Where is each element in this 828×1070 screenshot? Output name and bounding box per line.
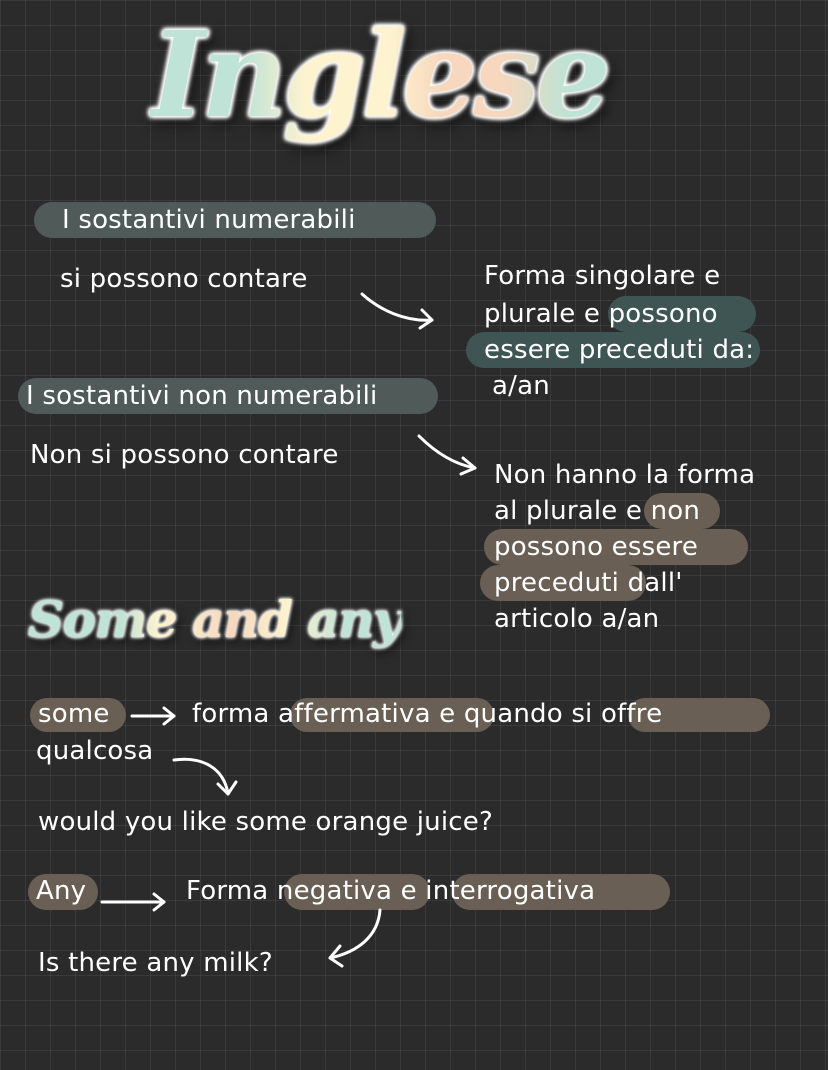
- numerabili-left-text: si possono contare: [60, 264, 308, 294]
- some-any-heading: Some and any: [28, 585, 401, 655]
- non-numerabili-right-line3: possono essere: [494, 532, 699, 562]
- page-title-text: Inglese: [150, 0, 670, 150]
- highlight-word: non: [650, 496, 701, 526]
- arrow-right-icon: [130, 704, 180, 728]
- some-word: some: [38, 699, 110, 729]
- non-numerabili-right-line4: preceduti dall': [494, 568, 683, 598]
- highlight-word: interrogativa: [425, 876, 596, 906]
- curved-arrow-icon: [360, 290, 440, 330]
- arrow-right-icon: [100, 890, 172, 914]
- numerabili-right-line4: a/an: [492, 371, 550, 401]
- highlight-word: si offre: [571, 699, 663, 729]
- page-title: [150, 0, 670, 170]
- non-numerabili-right-line1: Non hanno la forma: [494, 460, 756, 490]
- highlight-word: possono: [608, 299, 718, 329]
- curved-arrow-icon: [415, 432, 485, 482]
- heading-non-numerabili: I sostantivi non numerabili: [26, 381, 378, 411]
- numerabili-right-line1: Forma singolare e: [484, 261, 721, 291]
- highlight-word: negativa: [276, 876, 393, 906]
- curved-arrow-icon: [172, 754, 242, 804]
- non-numerabili-right-line2: al plurale e non: [494, 496, 701, 526]
- numerabili-right-line3: essere preceduti da:: [484, 335, 755, 365]
- any-word: Any: [36, 876, 87, 906]
- non-numerabili-left-text: Non si possono contare: [30, 440, 339, 470]
- highlight-word: essere preceduti: [484, 335, 704, 365]
- any-example: Is there any milk?: [38, 948, 273, 978]
- some-example: would you like some orange juice?: [38, 807, 493, 837]
- some-description-cont: qualcosa: [36, 736, 154, 766]
- highlight-word: affermativa: [278, 699, 431, 729]
- numerabili-right-line2: plurale e possono: [484, 299, 718, 329]
- some-description: forma affermativa e quando si offre: [192, 699, 663, 729]
- curved-arrow-icon: [322, 906, 392, 966]
- highlight-word: preceduti: [494, 568, 620, 598]
- heading-numerabili: I sostantivi numerabili: [62, 205, 356, 235]
- any-description: Forma negativa e interrogativa: [186, 876, 596, 906]
- non-numerabili-right-line5: articolo a/an: [494, 604, 660, 634]
